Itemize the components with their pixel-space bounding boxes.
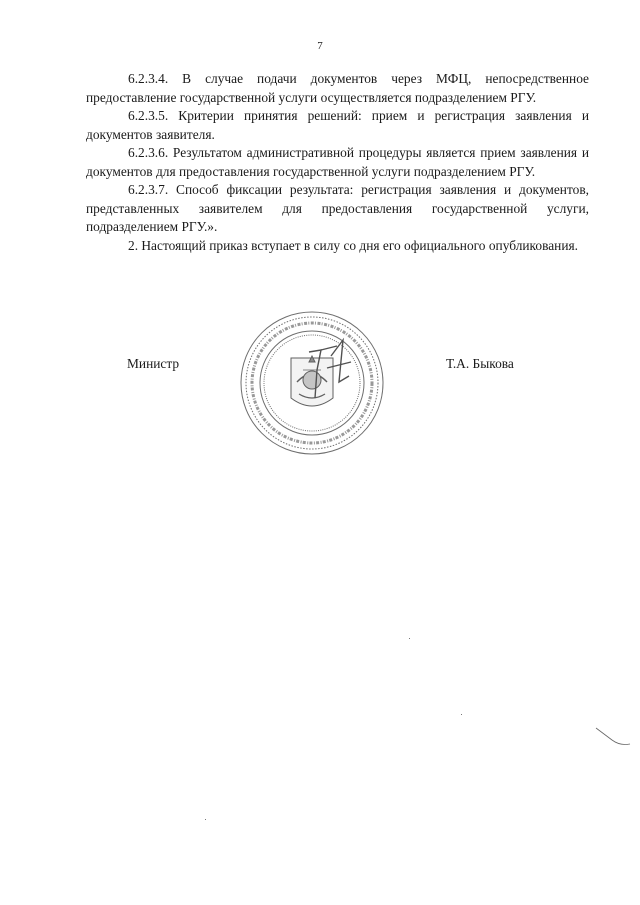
paragraph-6-2-3-4: 6.2.3.4. В случае подачи документов через МФЦ, непосредственное предоставление государственной услуги осуществляется подразделением РГУ.: [86, 71, 589, 105]
signatory-name: Т.А. Быкова: [446, 356, 514, 371]
scan-speck: [205, 819, 206, 820]
scan-speck: [409, 638, 410, 639]
page-number: 7: [317, 40, 323, 52]
paragraph-2-effective-date: 2. Настоящий приказ вступает в силу со дня его официального опубликования.: [128, 237, 578, 253]
scan-speck: [461, 714, 462, 715]
paragraph-6-2-3-6: 6.2.3.6. Результатом административной процедуры является прием заявления и документов для предоставления государственной услуги подразделением РГУ.: [86, 145, 589, 179]
signatory-title: Министр: [127, 356, 180, 371]
paragraph-6-2-3-7: 6.2.3.7. Способ фиксации результата: регистрация заявления и документов, представленных заявителем для предоставления государственной услуги, подразделением РГУ.».: [86, 182, 589, 234]
paragraph-6-2-3-5: 6.2.3.5. Критерии принятия решений: прием и регистрация заявления и документов заявителя.: [86, 108, 589, 142]
scan-artifact-mark: [594, 720, 634, 750]
document-body: [86, 70, 589, 255]
official-seal-icon: [239, 310, 385, 456]
